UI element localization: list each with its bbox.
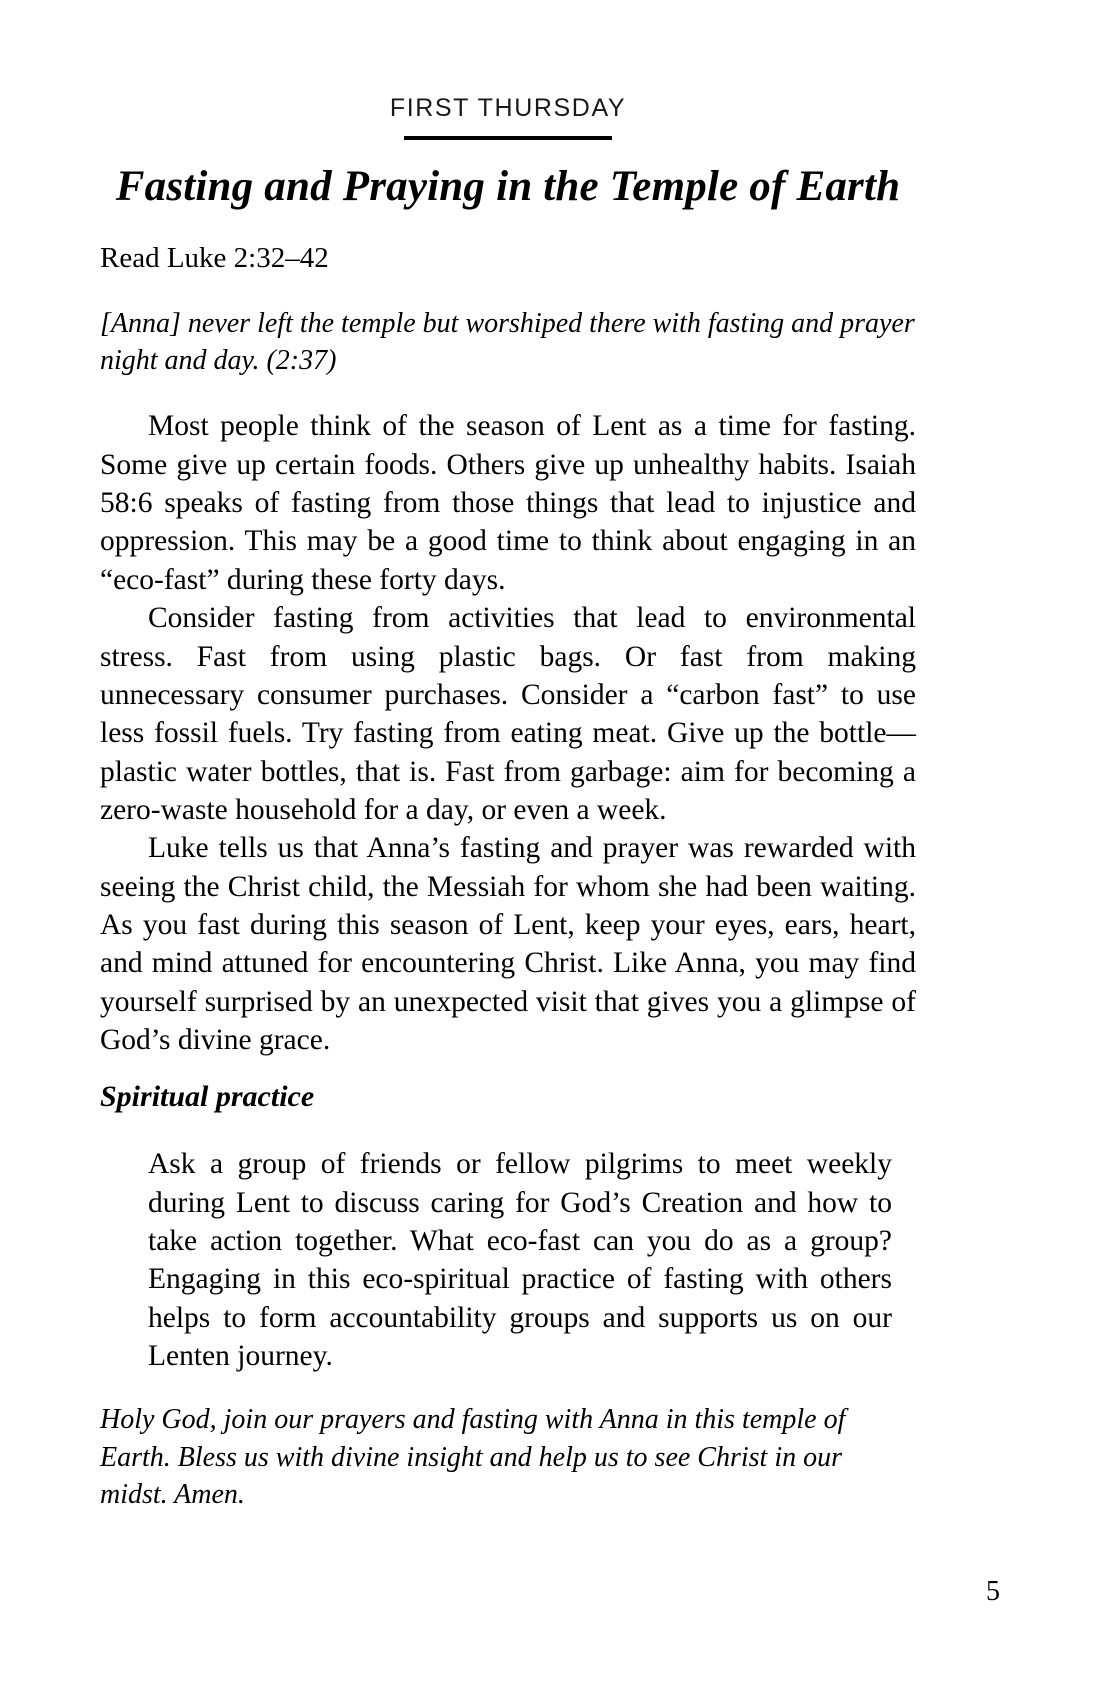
page-content	[100, 0, 916, 1541]
body-paragraph-1: Most people think of the season of Lent as a time for fasting. Some give up certain foods. Others give up unhealthy habits. Isaiah 58:6 speaks of fasting from those things that lead to injustice and oppression. This may be a good time to think about engaging in an “eco-fast” during these forty days.	[100, 410, 916, 596]
header-divider	[404, 136, 612, 140]
page-number: 5	[986, 1576, 1000, 1607]
closing-prayer: Holy God, join our prayers and fasting with Anna in this temple of Earth. Bless us with divine insight and help us to see Christ in our midst. Amen.	[100, 1404, 846, 1510]
scripture-epigraph: [Anna] never left the temple but worshiped there with fasting and prayer night and day. (2:37)	[100, 307, 915, 377]
spiritual-practice-body: Ask a group of friends or fellow pilgrims to meet weekly during Lent to discuss caring for God’s Creation and how to take action together. What eco-fast can you do as a group? Engaging in this eco-spiritual practice of fasting with others helps to form accountability groups and supports us on our Lenten journey.	[148, 1148, 892, 1373]
page-title: Fasting and Praying in the Temple of Earth	[115, 162, 901, 210]
running-head	[100, 0, 916, 140]
body-paragraph-2: Consider fasting from activities that lead to environmental stress. Fast from using plastic bags. Or fast from making unnecessary consumer purchases. Consider a “carbon fast” to use less fossil fuels. Try fasting from eating meat. Give up the bottle—plastic water bottles, that is. Fast from garbage: aim for becoming a zero-waste household for a day, or even a week.	[100, 602, 916, 826]
body-paragraph-3: Luke tells us that Anna’s fasting and prayer was rewarded with seeing the Christ child, the Messiah for whom she had been waiting. As you fast during this season of Lent, keep your eyes, ears, heart, and mind attuned for encountering Christ. Like Anna, you may find yourself surprised by an unexpected visit that gives you a glimpse of God’s divine grace.	[100, 832, 916, 1056]
scripture-reference: Read Luke 2:32–42	[100, 241, 329, 274]
spiritual-practice-heading: Spiritual practice	[100, 1080, 315, 1114]
day-label: FIRST THURSDAY	[389, 94, 627, 122]
